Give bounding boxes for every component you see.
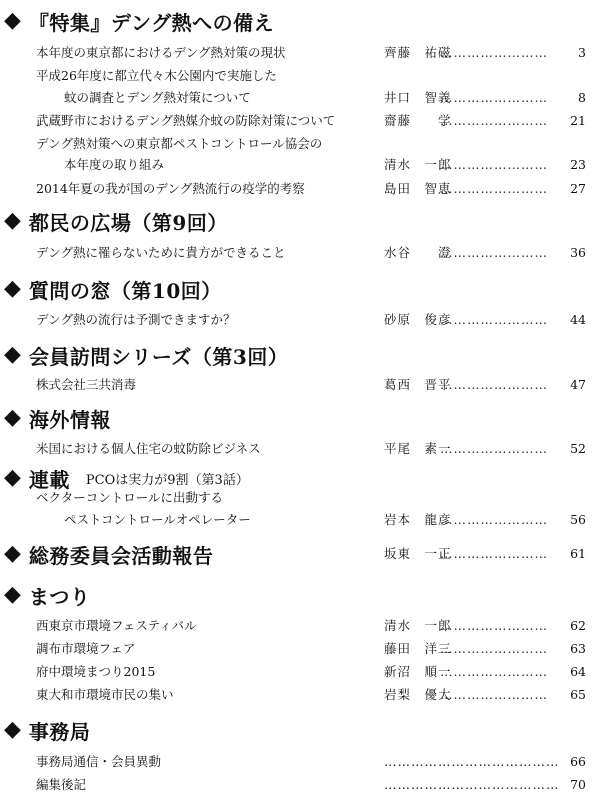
entry-author: 岩本 龍彦 bbox=[384, 512, 452, 527]
entry-title: デング熱の流行は予測できますか？ bbox=[36, 312, 236, 327]
entry-page: 8 bbox=[578, 90, 586, 105]
diamond-bullet-icon: ◆ bbox=[4, 717, 21, 742]
dot-leader: …………………… bbox=[440, 618, 548, 633]
toc-entry[interactable] bbox=[0, 753, 600, 771]
toc-entry[interactable] bbox=[0, 89, 600, 107]
section-title: 質問の窓（第10回） bbox=[28, 278, 222, 303]
dot-leader: …………………… bbox=[440, 512, 548, 527]
entry-title: デング熱に罹らないために貴方ができること bbox=[36, 245, 286, 260]
toc-entry[interactable] bbox=[0, 489, 600, 507]
entry-title-line2: 本年度の取り組み bbox=[64, 157, 165, 172]
entry-page: 23 bbox=[570, 157, 586, 172]
dot-leader: …………………… bbox=[440, 157, 548, 172]
entry-author: 水谷 澄 bbox=[384, 245, 452, 260]
dot-leader: …………………… bbox=[440, 687, 548, 702]
dot-leader: …………………… bbox=[440, 113, 548, 128]
dot-leader: …………………… bbox=[440, 312, 548, 327]
entry-author: 島田 智恵 bbox=[384, 181, 452, 196]
entry-title: 府中環境まつり2015 bbox=[36, 664, 156, 679]
diamond-bullet-icon: ◆ bbox=[4, 276, 21, 301]
diamond-bullet-icon: ◆ bbox=[4, 582, 21, 607]
entry-title: 米国における個人住宅の蚊防除ビジネス bbox=[36, 441, 261, 456]
entry-page: 52 bbox=[570, 441, 586, 456]
diamond-bullet-icon: ◆ bbox=[4, 405, 21, 430]
diamond-bullet-icon: ◆ bbox=[4, 208, 21, 233]
section-secretariat bbox=[0, 717, 600, 743]
entry-page: 63 bbox=[570, 641, 586, 656]
entry-author: 坂東 一正 bbox=[384, 546, 452, 561]
toc-entry[interactable] bbox=[0, 686, 600, 704]
entry-title-line1: ベクターコントロールに出動する bbox=[36, 490, 224, 505]
entry-page: 61 bbox=[570, 546, 586, 561]
entry-title: 株式会社三共消毒 bbox=[36, 377, 137, 392]
section-festivals bbox=[0, 582, 600, 608]
entry-page: 27 bbox=[570, 181, 586, 196]
toc-entry[interactable] bbox=[0, 311, 600, 329]
entry-title: 東大和市環境市民の集い bbox=[36, 687, 174, 702]
entry-author: 岩梨 優大 bbox=[384, 687, 452, 702]
toc-entry[interactable] bbox=[0, 67, 600, 85]
section-serial bbox=[0, 465, 600, 491]
entry-title: 西東京市環境フェスティバル bbox=[36, 618, 197, 633]
diamond-bullet-icon: ◆ bbox=[4, 465, 21, 490]
section-member-visit bbox=[0, 342, 600, 368]
toc-entry[interactable] bbox=[0, 180, 600, 198]
entry-author: 藤田 洋三 bbox=[384, 641, 452, 656]
entry-page: 62 bbox=[570, 618, 586, 633]
diamond-bullet-icon: ◆ bbox=[4, 342, 21, 367]
entry-author: 齊藤 祐磁 bbox=[384, 45, 452, 60]
dot-leader: …………………… bbox=[440, 546, 548, 561]
entry-author: 井口 智義 bbox=[384, 90, 452, 105]
entry-author: 清水 一郎 bbox=[384, 618, 452, 633]
entry-title: 本年度の東京都におけるデング熱対策の現状 bbox=[36, 45, 286, 60]
entry-title-line1: 平成26年度に都立代々木公園内で実施した bbox=[36, 68, 277, 83]
toc-entry[interactable] bbox=[0, 376, 600, 394]
entry-page: 3 bbox=[578, 45, 586, 60]
entry-page: 47 bbox=[570, 377, 586, 392]
section-title: 連載 bbox=[28, 467, 70, 492]
section-title: 都民の広場（第9回） bbox=[28, 210, 228, 235]
dot-leader: …………………… bbox=[440, 377, 548, 392]
entry-author: 砂原 俊彦 bbox=[384, 312, 452, 327]
entry-title-line2: 蚊の調査とデング熱対策について bbox=[64, 90, 251, 105]
diamond-bullet-icon: ◆ bbox=[4, 541, 21, 566]
toc-entry[interactable] bbox=[0, 135, 600, 153]
entry-page: 44 bbox=[570, 312, 586, 327]
section-question-window bbox=[0, 276, 600, 302]
section-title: 『特集』デング熱への備え bbox=[28, 10, 275, 35]
dot-leader: …………………… bbox=[440, 664, 548, 679]
section-title: 総務委員会活動報告 bbox=[28, 543, 214, 568]
entry-page: 66 bbox=[570, 754, 586, 769]
toc-entry[interactable] bbox=[0, 541, 600, 566]
entry-title: 武蔵野市におけるデング熱媒介蚊の防除対策について bbox=[36, 113, 336, 128]
entry-author: 清水 一郎 bbox=[384, 157, 452, 172]
toc-entry[interactable] bbox=[0, 511, 600, 529]
dot-leader: …………………… bbox=[440, 45, 548, 60]
dot-leader: …………………… bbox=[440, 245, 548, 260]
entry-page: 56 bbox=[570, 512, 586, 527]
entry-author: 平尾 素一 bbox=[384, 441, 452, 456]
entry-page: 64 bbox=[570, 664, 586, 679]
entry-author: 齋藤 学 bbox=[384, 113, 452, 128]
entry-page: 21 bbox=[570, 113, 586, 128]
toc-entry[interactable] bbox=[0, 156, 600, 174]
section-title: 事務局 bbox=[28, 719, 91, 744]
entry-title-line2: ペストコントロールオペレーター bbox=[64, 512, 251, 527]
section-citizens-plaza bbox=[0, 208, 600, 234]
toc-entry[interactable] bbox=[0, 112, 600, 130]
entry-page: 65 bbox=[570, 687, 586, 702]
toc-entry[interactable] bbox=[0, 440, 600, 458]
dot-leader: …………………… bbox=[440, 181, 548, 196]
toc-entry[interactable] bbox=[0, 663, 600, 681]
entry-author: 新沼 順一 bbox=[384, 664, 452, 679]
section-title: まつり bbox=[28, 584, 91, 609]
entry-page: 70 bbox=[570, 777, 586, 792]
toc-entry[interactable] bbox=[0, 640, 600, 658]
toc-entry[interactable] bbox=[0, 776, 600, 794]
entry-title: 調布市環境フェア bbox=[36, 641, 136, 656]
dot-leader: ………………………………… bbox=[384, 777, 560, 792]
toc-entry[interactable] bbox=[0, 617, 600, 635]
section-title: 会員訪問シリーズ（第3回） bbox=[28, 344, 289, 369]
entry-author: 葛西 晋平 bbox=[384, 377, 452, 392]
entry-title: 2014年夏の我が国のデング熱流行の疫学的考察 bbox=[36, 181, 305, 196]
section-overseas-info bbox=[0, 405, 600, 431]
section-title: 海外情報 bbox=[28, 407, 111, 432]
entry-title: 編集後記 bbox=[36, 777, 87, 792]
entry-title: 事務局通信・会員異動 bbox=[36, 754, 162, 769]
toc-entry[interactable] bbox=[0, 44, 600, 62]
dot-leader: …………………… bbox=[440, 441, 548, 456]
dot-leader: …………………… bbox=[440, 90, 548, 105]
dot-leader: ………………………………… bbox=[384, 754, 560, 769]
toc-entry[interactable] bbox=[0, 244, 600, 262]
diamond-bullet-icon: ◆ bbox=[4, 8, 21, 33]
section-subtitle: PCOは実力が9割（第3話） bbox=[85, 472, 249, 488]
dot-leader: …………………… bbox=[440, 641, 548, 656]
entry-title-line1: デング熱対策への東京都ペストコントロール協会の bbox=[36, 136, 323, 151]
section-special-feature bbox=[0, 8, 600, 34]
entry-page: 36 bbox=[570, 245, 586, 260]
